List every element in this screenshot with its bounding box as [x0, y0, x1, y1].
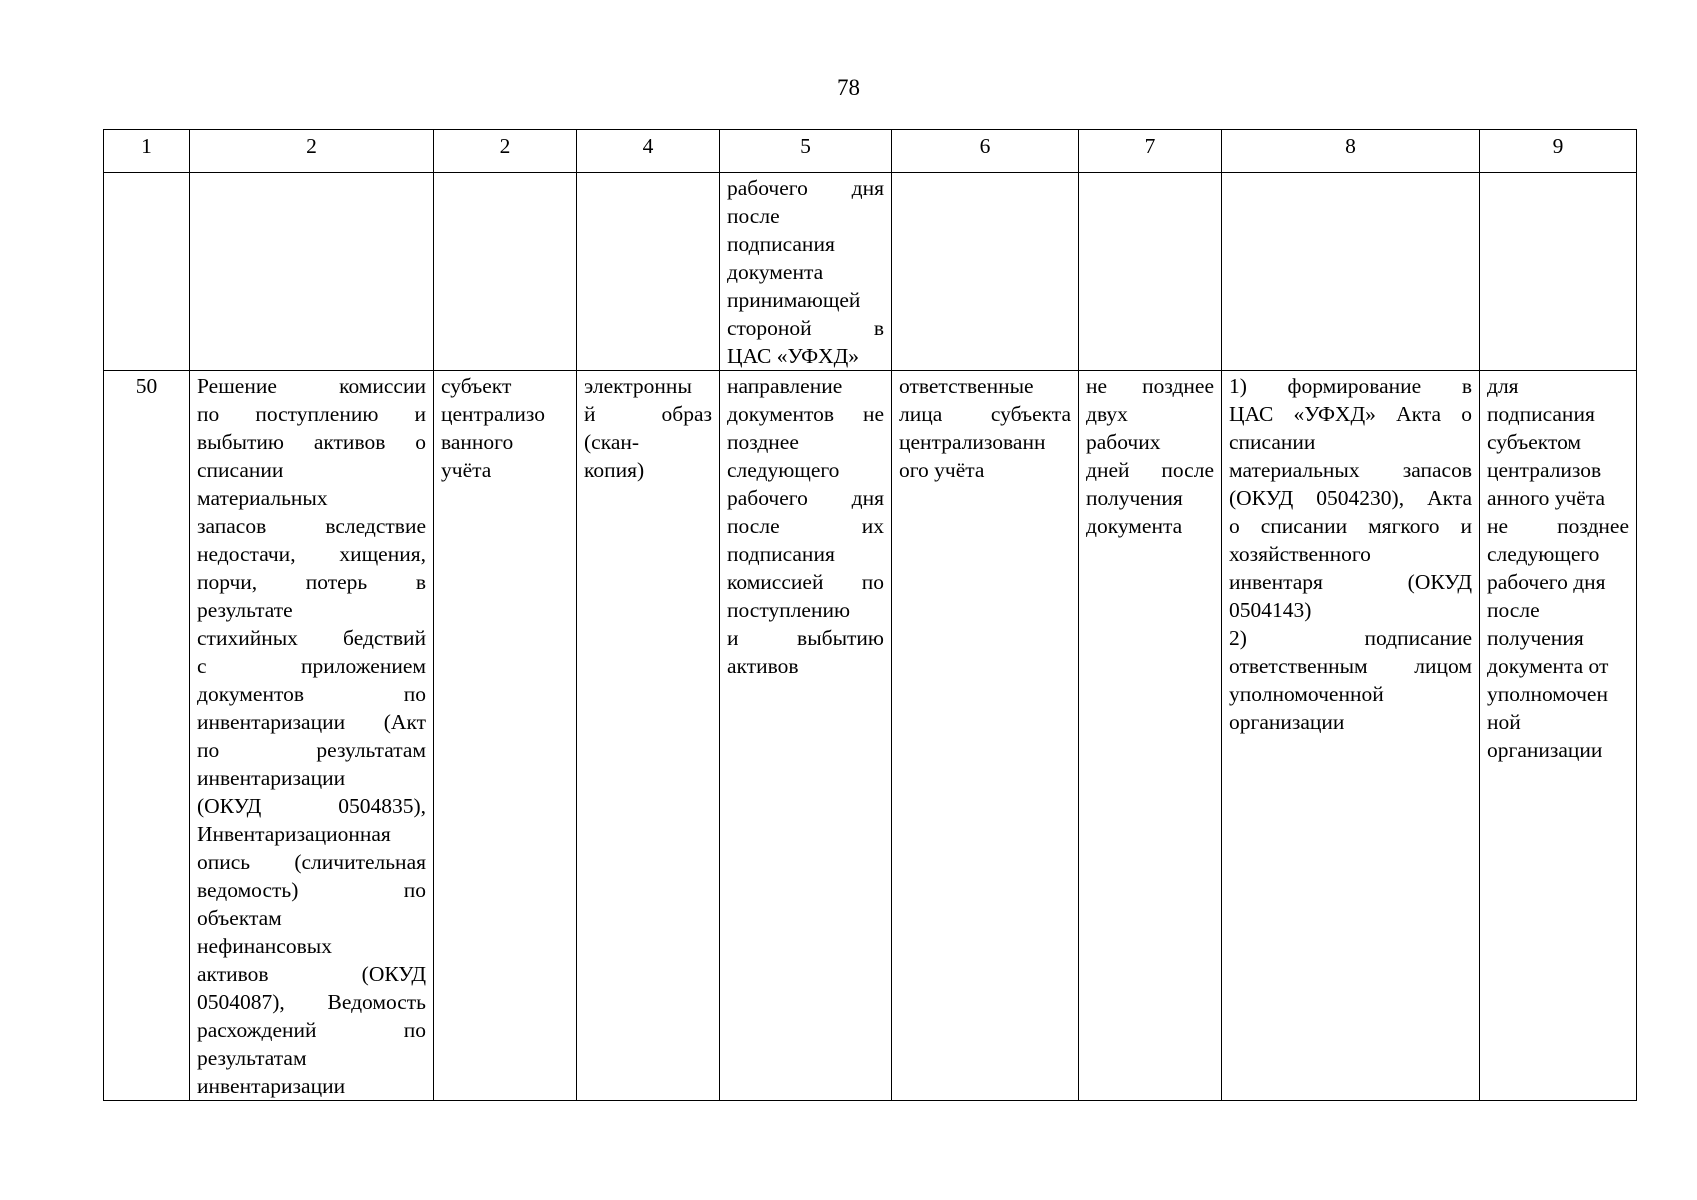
text-line: рабочих: [1086, 430, 1161, 454]
text-line: о списании мягкого и: [1229, 514, 1472, 538]
text-line: принимающей: [727, 288, 861, 312]
text-line: комиссией по: [727, 570, 884, 594]
text-line: поступлению: [727, 598, 851, 622]
cell-empty: [1079, 173, 1222, 371]
text-line: инвентаризации (Акт: [197, 710, 426, 734]
text-line: ого учёта: [899, 458, 985, 482]
text-line: документа от: [1487, 654, 1609, 678]
deadline-cell: [1079, 371, 1222, 1101]
text-line: результате: [197, 598, 293, 622]
text-line: материальных запасов: [1229, 458, 1472, 482]
text-line: получения: [1487, 626, 1584, 650]
text-line: двух: [1086, 402, 1128, 426]
text-line: документов по: [197, 682, 426, 706]
text-line: (скан-: [584, 430, 640, 454]
text-line: ЦАС «УФХД»: [727, 344, 860, 368]
text-line: инвентаризации: [197, 766, 346, 790]
cell-empty: [434, 173, 577, 371]
text-line: дней после: [1086, 458, 1214, 482]
text-line: субъект: [441, 374, 512, 398]
text-line: ответственным лицом: [1229, 654, 1472, 678]
processing-cell: [1222, 371, 1480, 1101]
header-cell-9: 9: [1480, 130, 1637, 173]
text-line: организации: [1487, 738, 1603, 762]
text-line: следующего: [1487, 542, 1600, 566]
responsible-subject-cell: [434, 371, 577, 1101]
continuation-row: [104, 173, 1637, 371]
cell-empty: [577, 173, 720, 371]
text-line: ЦАС «УФХД» Акта о: [1229, 402, 1472, 426]
text-line: активов: [727, 654, 799, 678]
text-line: объектам: [197, 906, 282, 930]
text-line: расхождений по: [197, 1018, 426, 1042]
header-cell-8: 8: [1222, 130, 1480, 173]
text-line: по поступлению и: [197, 402, 426, 426]
text-line: централизованн: [899, 430, 1046, 454]
text-line: не позднее: [1487, 514, 1629, 538]
text-line: й образ: [584, 402, 712, 426]
text-line: подписания: [1487, 402, 1595, 426]
text-line: списании: [1229, 430, 1316, 454]
header-cell-2: 2: [190, 130, 434, 173]
executors-cell: [892, 371, 1079, 1101]
text-line: следующего: [727, 458, 840, 482]
text-line: порчи, потерь в: [197, 570, 426, 594]
document-name-cell: [190, 371, 434, 1101]
cell-empty: [1480, 173, 1637, 371]
text-line: инвентаризации: [197, 1074, 346, 1098]
cell-empty: [104, 173, 190, 371]
header-cell-1: 1: [104, 130, 190, 173]
text-line: с приложением: [197, 654, 426, 678]
text-line: ведомость) по: [197, 878, 426, 902]
text-line: получения: [1086, 486, 1183, 510]
text-line: централизо: [441, 402, 546, 426]
text-line: электронны: [584, 374, 692, 398]
text-line: подписания: [727, 232, 835, 256]
text-line: позднее: [727, 430, 799, 454]
text-line: организации: [1229, 710, 1345, 734]
text-line: лица субъекта: [899, 402, 1071, 426]
text-line: документов не: [727, 402, 884, 426]
document-form-cell: [577, 371, 720, 1101]
text-line: после: [727, 204, 780, 228]
text-line: учёта: [441, 458, 492, 482]
text-line: 0504087), Ведомость: [197, 990, 426, 1014]
text-line: ответственные: [899, 374, 1034, 398]
text-line: запасов вследствие: [197, 514, 426, 538]
text-line: хозяйственного: [1229, 542, 1371, 566]
header-cell-6: 6: [892, 130, 1079, 173]
text-line: списании: [197, 458, 284, 482]
text-line: рабочего дня: [1487, 570, 1606, 594]
text-line: 1) формирование в: [1229, 374, 1472, 398]
text-line: материальных: [197, 486, 328, 510]
text-line: активов (ОКУД: [197, 962, 426, 986]
text-line: результатам: [197, 1046, 307, 1070]
text-line: рабочего дня: [727, 176, 884, 200]
text-line: опись (сличительная: [197, 850, 426, 874]
header-cell-5: 5: [720, 130, 892, 173]
header-row: [104, 130, 1637, 173]
text-line: по результатам: [197, 738, 426, 762]
text-line: инвентаря (ОКУД: [1229, 570, 1472, 594]
text-line: стихийных бедствий: [197, 626, 426, 650]
text-line: 0504143): [1229, 598, 1312, 622]
continuation-terms-cell: [720, 173, 892, 371]
text-line: не позднее: [1086, 374, 1214, 398]
cell-empty: [1222, 173, 1480, 371]
text-line: централизов: [1487, 458, 1602, 482]
text-line: 2) подписание: [1229, 626, 1472, 650]
header-cell-3: 2: [434, 130, 577, 173]
header-cell-7: 7: [1079, 130, 1222, 173]
text-line: выбытию активов о: [197, 430, 426, 454]
text-line: и выбытию: [727, 626, 884, 650]
text-line: после: [1487, 598, 1540, 622]
text-line: документа: [727, 260, 824, 284]
text-line: стороной в: [727, 316, 884, 340]
text-line: копия): [584, 458, 645, 482]
text-line: Инвентаризационная: [197, 822, 391, 846]
text-line: ной: [1487, 710, 1521, 734]
text-line: документа: [1086, 514, 1183, 538]
transfer-cell: [1480, 371, 1637, 1101]
text-line: Решение комиссии: [197, 374, 426, 398]
text-line: недостачи, хищения,: [197, 542, 426, 566]
text-line: уполномоченной: [1229, 682, 1384, 706]
cell-empty: [892, 173, 1079, 371]
row-number: 50: [104, 371, 190, 1101]
text-line: нефинансовых: [197, 934, 332, 958]
document-table: [103, 129, 1637, 1101]
cell-empty: [190, 173, 434, 371]
text-line: субъектом: [1487, 430, 1582, 454]
text-line: (ОКУД 0504230), Акта: [1229, 486, 1472, 510]
text-line: ванного: [441, 430, 514, 454]
text-line: после их: [727, 514, 884, 538]
submission-terms-cell: [720, 371, 892, 1101]
text-line: уполномочен: [1487, 682, 1608, 706]
text-line: направление: [727, 374, 843, 398]
text-line: анного учёта: [1487, 486, 1606, 510]
text-line: подписания: [727, 542, 835, 566]
text-line: для: [1487, 374, 1519, 398]
page-number: 78: [837, 75, 860, 100]
table-row-50: [104, 371, 1637, 1101]
header-cell-4: 4: [577, 130, 720, 173]
text-line: рабочего дня: [727, 486, 884, 510]
text-line: (ОКУД 0504835),: [197, 794, 426, 818]
